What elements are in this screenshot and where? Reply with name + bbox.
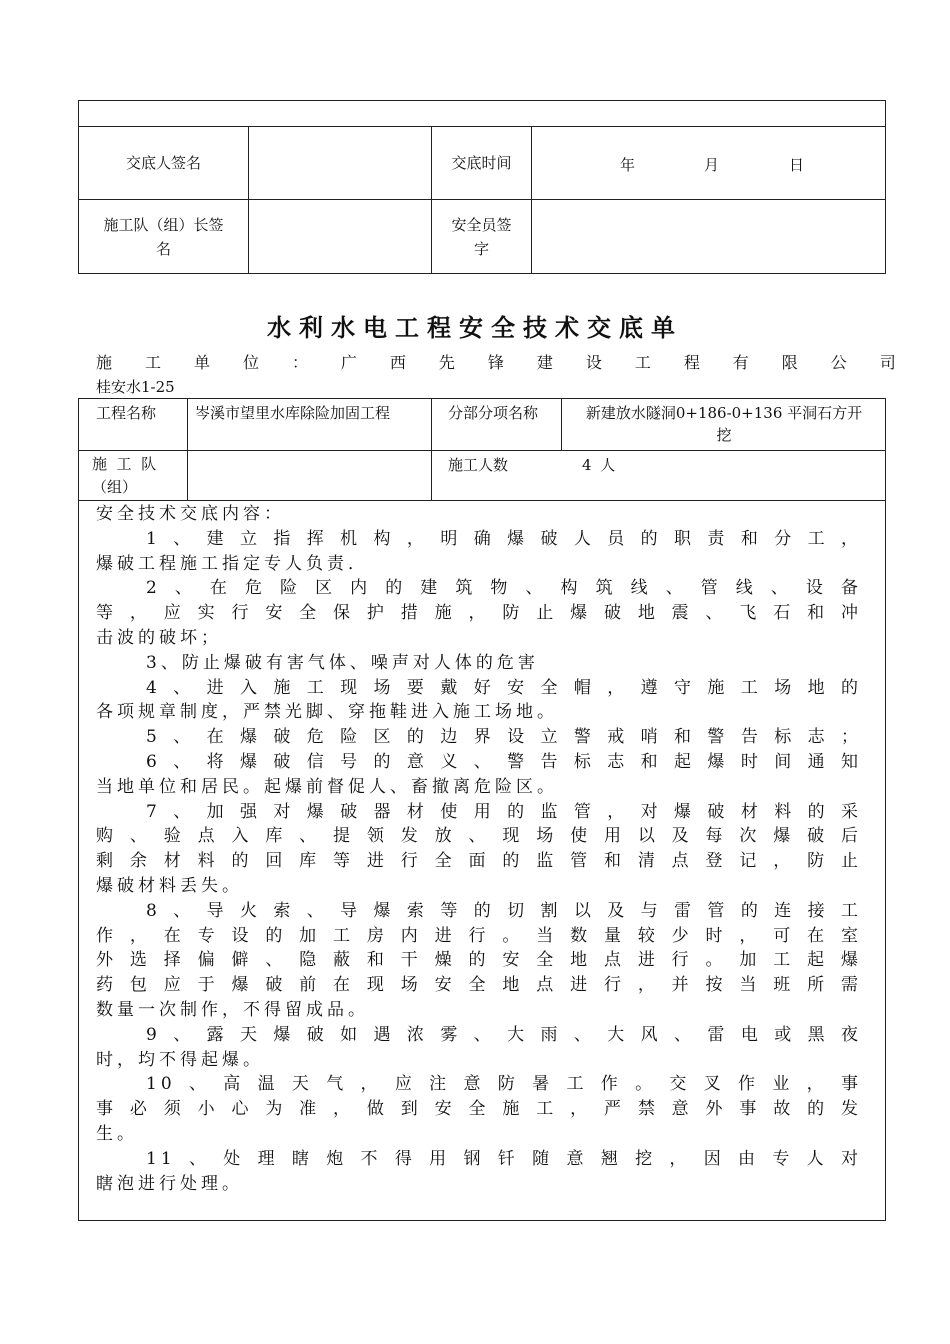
time-label: 交底时间 bbox=[451, 154, 512, 172]
unit-char: 位 bbox=[242, 353, 259, 372]
content-line: 7、加强对爆破器材使用的监管，对爆破材料的采 bbox=[146, 801, 862, 822]
table-border bbox=[187, 398, 188, 501]
content-line: 等，应实行安全保护措施，防止爆破地震、飞石和冲 bbox=[96, 603, 862, 624]
table-border bbox=[885, 100, 886, 274]
content-line: 生。 bbox=[96, 1123, 138, 1144]
content-line: 击波的破坏； bbox=[96, 627, 222, 648]
content-line: 药包应于爆破前在现场安全地点进行，并按当班所需 bbox=[96, 975, 862, 996]
content-line: 数量一次制作，不得留成品。 bbox=[96, 999, 369, 1020]
table-border bbox=[78, 500, 886, 501]
content-line: 4、进入施工现场要戴好安全帽，遵守施工场地的 bbox=[146, 677, 862, 698]
unit-char: 有 bbox=[732, 353, 749, 372]
workers-value: 4 人 bbox=[582, 456, 618, 474]
table-border bbox=[78, 450, 886, 451]
safety-briefing-content bbox=[96, 502, 862, 1196]
table-border bbox=[431, 398, 432, 501]
unit-char: ： bbox=[291, 353, 308, 372]
content-line: 外选择偏僻、隐蔽和干燥的安全地点进行。加工起爆 bbox=[96, 950, 862, 971]
team-label bbox=[92, 453, 156, 499]
team-leader-field[interactable] bbox=[249, 200, 431, 273]
unit-char: 建 bbox=[536, 353, 553, 372]
unit-char: 先 bbox=[438, 353, 455, 372]
workers-label: 施工人数 bbox=[448, 456, 509, 474]
date-field[interactable] bbox=[532, 127, 885, 199]
table-border bbox=[78, 1220, 886, 1221]
unit-char: 单 bbox=[193, 353, 210, 372]
content-line: 10、高温天气，应注意防暑工作。交叉作业，事 bbox=[146, 1074, 862, 1095]
unit-char: 程 bbox=[683, 353, 700, 372]
table-border bbox=[78, 398, 886, 399]
team-leader-label-line2: 名 bbox=[155, 239, 171, 258]
team-label-line2: （组） bbox=[92, 478, 138, 496]
safety-officer-field[interactable] bbox=[532, 200, 885, 273]
unit-char: 西 bbox=[389, 353, 406, 372]
sub-project-label: 分部分项名称 bbox=[448, 404, 539, 422]
document-number: 桂安水1-25 bbox=[96, 378, 175, 396]
unit-char: 锋 bbox=[487, 353, 504, 372]
safety-officer-label-line1: 安全员签 bbox=[451, 215, 512, 234]
date-month-label: 月 bbox=[704, 156, 720, 174]
project-name-value: 岑溪市望里水库除险加固工程 bbox=[195, 404, 391, 422]
content-line: 6、将爆破信号的意义、警告标志和起爆时间通知 bbox=[146, 751, 862, 772]
table-border bbox=[78, 100, 886, 101]
signer-label: 交底人签名 bbox=[125, 154, 201, 172]
content-line: 爆破工程施工指定专人负责． bbox=[96, 553, 369, 574]
date-day-label: 日 bbox=[789, 156, 805, 174]
safety-officer-label-line2: 字 bbox=[473, 239, 489, 258]
unit-char: 工 bbox=[144, 353, 161, 372]
content-line: 3、防止爆破有害气体、噪声对人体的危害 bbox=[146, 652, 539, 673]
table-border bbox=[78, 273, 886, 274]
document-title: 水利水电工程安全技术交底单 bbox=[267, 313, 683, 342]
content-line: 剩余材料的回库等进行全面的监管和清点登记，防止 bbox=[96, 851, 862, 872]
content-line: 时，均不得起爆。 bbox=[96, 1049, 264, 1070]
unit-char: 公 bbox=[830, 353, 847, 372]
content-line: 2、在危险区内的建筑物、构筑线、管线、设备 bbox=[146, 578, 862, 599]
team-label-line1: 施 工 队 bbox=[92, 455, 157, 473]
sub-project-value-line1: 新建放水隧洞0+186-0+136 平洞石方开 bbox=[585, 404, 863, 422]
date-year-label: 年 bbox=[620, 156, 636, 174]
table-border bbox=[561, 398, 562, 451]
unit-char: 工 bbox=[634, 353, 651, 372]
content-line: 当地单位和居民。起爆前督促人、畜撤离危险区。 bbox=[96, 776, 558, 797]
table-border bbox=[885, 398, 886, 1221]
content-line: 爆破材料丢失。 bbox=[96, 875, 243, 896]
signer-field[interactable] bbox=[249, 127, 431, 199]
content-line: 事必须小心为准，做到安全施工，严禁意外事故的发 bbox=[96, 1099, 862, 1120]
project-name-label: 工程名称 bbox=[96, 404, 157, 422]
content-line: 5、在爆破危险区的边界设立警戒哨和警告标志； bbox=[146, 727, 862, 748]
unit-char: 施 bbox=[96, 353, 113, 372]
content-line: 8、导火索、导爆索等的切割以及与雷管的连接工 bbox=[146, 900, 862, 921]
unit-char: 限 bbox=[781, 353, 798, 372]
content-line: 各项规章制度，严禁光脚、穿拖鞋进入施工场地。 bbox=[96, 702, 558, 723]
team-leader-label-line1: 施工队（组）长签 bbox=[103, 215, 224, 234]
content-heading: 安全技术交底内容： bbox=[96, 504, 285, 524]
sub-project-value bbox=[566, 402, 882, 446]
content-line: 瞎泡进行处理。 bbox=[96, 1173, 243, 1194]
safety-officer-label bbox=[432, 200, 531, 273]
sub-project-value-line2: 挖 bbox=[716, 426, 732, 444]
table-border bbox=[78, 398, 79, 1221]
unit-char: 广 bbox=[340, 353, 357, 372]
unit-char: 设 bbox=[585, 353, 602, 372]
team-leader-label bbox=[79, 200, 248, 273]
content-line: 9、露天爆破如遇浓雾、大雨、大风、雷电或黑夜 bbox=[146, 1024, 862, 1045]
construction-unit-line bbox=[96, 350, 896, 373]
content-line: 1、建立指挥机构，明确爆破人员的职责和分工， bbox=[146, 528, 862, 549]
content-line: 11、处理瞎炮不得用钢钎随意翘挖，因由专人对 bbox=[146, 1148, 862, 1169]
unit-char: 司 bbox=[879, 353, 896, 372]
content-line: 购、验点入库、提领发放、现场使用以及每次爆破后 bbox=[96, 826, 862, 847]
content-line: 作，在专设的加工房内进行。当数量较少时，可在室 bbox=[96, 925, 862, 946]
